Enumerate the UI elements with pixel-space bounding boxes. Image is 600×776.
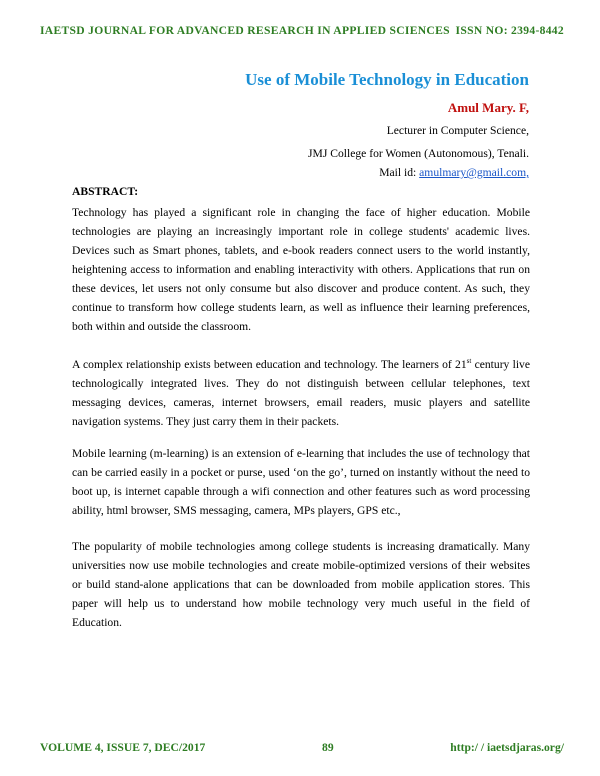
paragraph-text: Technology has played a significant role in changing the face of higher education. Mobile technologies are playing an increasingly important role in college students' academic lives. Devices such as Smart phones, tablets, and e-book readers connect users to the world instantly, heightening access to information and enabling interactivity with others. Applications that run on these devices, let users not only consume but also discover and produce content. As such, they continue to transform how college students learn, as well as influence their learning preferences, both within and outside the classroom. [72,206,530,333]
author-email-line [379,166,529,179]
paragraph-text-end: century live technologically integrated lives. They do not distinguish between cellular telephones, text messaging devices, cameras, internet browsers, email readers, music players and satellite navigation systems. They just carry them in their packets. [72,357,531,428]
abstract-paragraph-3 [72,444,530,520]
page-number: 89 [322,741,334,754]
journal-name: IAETSD JOURNAL FOR ADVANCED RESEARCH IN APPLIED SCIENCES [40,24,450,37]
volume-issue: VOLUME 4, ISSUE 7, DEC/2017 [40,741,206,754]
running-header [40,24,564,37]
abstract-heading: ABSTRACT: [72,185,139,198]
paragraph-text [72,352,530,431]
journal-url[interactable]: http:/ / iaetsdjaras.org/ [450,741,564,754]
mail-label: Mail id: [379,166,420,179]
paragraph-text-start: A complex relationship exists between education and technology. The learners of 21 [72,357,467,371]
author-name: Amul Mary. F, [447,100,529,115]
paper-title: Use of Mobile Technology in Education [245,70,529,89]
abstract-paragraph-1 [72,203,530,336]
email-link[interactable]: amulmary@gmail.com, [419,166,529,179]
author-college: JMJ College for Women (Autonomous), Tenali. [308,147,529,160]
paragraph-text: Mobile learning (m-learning) is an extension of e-learning that includes the use of technology that can be carried easily in a pocket or purse, used ‘on the go’, turned on instantly without the need to boot up, is internet capable through a wifi connection and other features such as word processing ability, html browser, SMS messaging, camera, MPs players, GPS etc., [72,447,530,517]
abstract-paragraph-2 [72,352,530,431]
abstract-paragraph-4 [72,537,530,632]
running-footer [40,741,564,754]
issn-number: ISSN NO: 2394-8442 [455,24,564,37]
author-position: Lecturer in Computer Science, [386,124,529,137]
ordinal-superscript: st [466,357,472,365]
paragraph-text: The popularity of mobile technologies among college students is increasing dramatically. Many universities now use mobile technologies and create mobile-optimized versions of their websites or build stand-alone applications that can be downloaded from mobile application stores. This paper will help us to understand how mobile technology very much useful in the field of Education. [72,540,530,629]
